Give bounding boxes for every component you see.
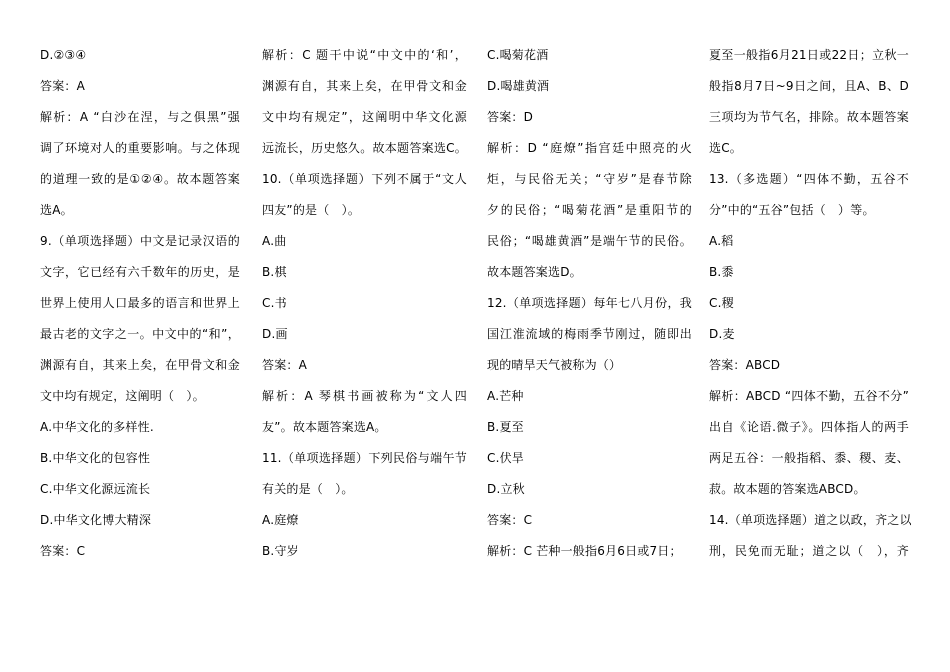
text-line: 四友”的是（ ）。 xyxy=(262,203,361,217)
text-line: 11.（单项选择题）下列民俗与端午节 xyxy=(262,451,467,465)
text-column-2 xyxy=(262,40,467,567)
text-line: C.喝菊花酒 xyxy=(487,48,549,62)
text-line: D.立秋 xyxy=(487,482,525,496)
text-line: D.喝雄黄酒 xyxy=(487,79,550,93)
text-line: B.棋 xyxy=(262,265,287,279)
text-line: 故本题答案选D。 xyxy=(487,265,582,279)
text-line: 有关的是（ ）。 xyxy=(262,482,354,496)
text-line: 世界上使用人口最多的语言和世界上 xyxy=(40,296,240,310)
text-line: A.稻 xyxy=(709,234,734,248)
text-line: D.画 xyxy=(262,327,288,341)
text-line: 两足五谷：一般指稻、黍、稷、麦、 xyxy=(709,451,909,465)
text-line: 文字，它已经有六千数年的历史，是 xyxy=(40,265,240,279)
text-line: 友”。故本题答案选A。 xyxy=(262,420,387,434)
text-line: 国江淮流域的梅雨季节刚过，随即出 xyxy=(487,327,692,341)
text-line: 远流长，历史悠久。故本题答案选C。 xyxy=(262,141,467,155)
text-line: 文中均有规定”，这阐明中华文化源 xyxy=(262,110,467,124)
text-line: 解析：D “庭燎”指宫廷中照亮的火 xyxy=(487,141,692,155)
text-line: 答案：A xyxy=(262,358,308,372)
text-line: 答案：C xyxy=(40,544,86,558)
text-line: 夕的民俗；“喝菊花酒”是重阳节的 xyxy=(487,203,692,217)
text-line: D.②③④ xyxy=(40,48,87,62)
text-line: 答案：C xyxy=(487,513,533,527)
text-line: 夏至一般指6月21日或22日；立秋一 xyxy=(709,48,909,62)
text-line: C.稷 xyxy=(709,296,734,310)
text-line: B.夏至 xyxy=(487,420,524,434)
text-line: D.中华文化博大精深 xyxy=(40,513,152,527)
text-line: 答案：D xyxy=(487,110,534,124)
text-line: 14.（单项选择题）道之以政，齐之以 xyxy=(709,513,912,527)
text-line: 三项均为节气名，排除。故本题答案 xyxy=(709,110,909,124)
text-line: 选C。 xyxy=(709,141,742,155)
text-line: B.中华文化的包容性 xyxy=(40,451,151,465)
text-line: 解析：A “白沙在涅，与之俱黑”强 xyxy=(40,110,240,124)
text-column-4 xyxy=(709,40,912,567)
text-line: 民俗；“喝雄黄酒”是端午节的民俗。 xyxy=(487,234,692,248)
text-line: 分”中的“五谷”包括（ ）等。 xyxy=(709,203,875,217)
text-line: 解析：A 琴棋书画被称为“文人四 xyxy=(262,389,467,403)
text-line: 渊源有自，其来上矣，在甲骨文和金 xyxy=(40,358,240,372)
text-line: A.庭燎 xyxy=(262,513,299,527)
text-line: 选A。 xyxy=(40,203,73,217)
text-line: 13.（多选题）“四体不勤，五谷不 xyxy=(709,172,909,186)
text-line: A.曲 xyxy=(262,234,287,248)
text-line: 渊源有自，其来上矣，在甲骨文和金 xyxy=(262,79,467,93)
text-line: 答案：ABCD xyxy=(709,358,781,372)
text-line: B.黍 xyxy=(709,265,734,279)
text-line: 刑，民免而无耻；道之以（ ），齐 xyxy=(709,544,909,558)
text-line: C.伏旱 xyxy=(487,451,524,465)
text-line: 般指8月7日~9日之间，且A、B、D xyxy=(709,79,909,93)
text-line: 答案：A xyxy=(40,79,86,93)
text-line: 菽。故本题的答案选ABCD。 xyxy=(709,482,866,496)
text-line: C.中华文化源远流长 xyxy=(40,482,151,496)
text-line: A.芒种 xyxy=(487,389,524,403)
text-line: 文中均有规定，这阐明（ ）。 xyxy=(40,389,205,403)
text-line: 9.（单项选择题）中文是记录汉语的 xyxy=(40,234,240,248)
text-line: 解析：C 芒种一般指6月6日或7日； xyxy=(487,544,682,558)
text-line: 12.（单项选择题）每年七八月份，我 xyxy=(487,296,692,310)
text-line: 现的晴旱天气被称为（） xyxy=(487,358,622,372)
text-line: 的道理一致的是①②④。故本题答案 xyxy=(40,172,240,186)
text-column-1 xyxy=(40,40,240,567)
text-line: 解析：ABCD “四体不勤，五谷不分” xyxy=(709,389,909,403)
text-column-3 xyxy=(487,40,692,567)
text-line: 10.（单项选择题）下列不属于“文人 xyxy=(262,172,467,186)
text-line: 解析：C 题干中说“中文中的‘和’， xyxy=(262,48,467,62)
text-line: C.书 xyxy=(262,296,287,310)
text-line: 最古老的文字之一。中文中的“和”， xyxy=(40,327,240,341)
text-line: D.麦 xyxy=(709,327,735,341)
text-line: A.中华文化的多样性. xyxy=(40,420,154,434)
text-line: 出自《论语.微子》。四体指人的两手 xyxy=(709,420,909,434)
text-line: 炬，与民俗无关；“守岁”是春节除 xyxy=(487,172,692,186)
text-line: B.守岁 xyxy=(262,544,299,558)
text-line: 调了环境对人的重要影响。与之体现 xyxy=(40,141,240,155)
